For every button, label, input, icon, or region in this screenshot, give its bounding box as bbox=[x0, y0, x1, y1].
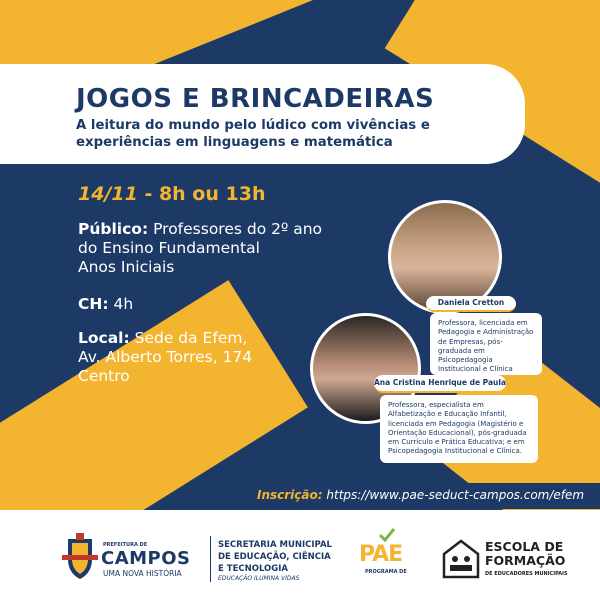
event-date: 14/11 bbox=[78, 183, 138, 205]
speaker-name: Ana Cristina Henrique de Paula bbox=[374, 375, 506, 393]
location-line3: Centro bbox=[78, 367, 130, 385]
audience-line3: Anos Iniciais bbox=[78, 258, 175, 276]
audience-info bbox=[78, 220, 322, 277]
school-icon bbox=[441, 538, 481, 580]
workload-label: CH: bbox=[78, 295, 109, 313]
event-date-time bbox=[78, 183, 265, 205]
secretaria-line3: E TECNOLOGIA bbox=[218, 564, 289, 574]
secretaria-logo bbox=[218, 539, 332, 575]
secretaria-line2: DE EDUCAÇÃO, CIÊNCIA bbox=[218, 552, 331, 562]
escola-logo bbox=[485, 540, 565, 568]
speaker-name: Daniela Cretton bbox=[426, 296, 516, 312]
speaker-bio: Professora, licenciada em Pedagogia e Administração de Empresas, pós-graduada em Psicopedagogia Institucional e Clínica bbox=[430, 313, 542, 375]
pae-subtitle: PROGRAMA DE bbox=[365, 569, 407, 575]
event-subtitle: A leitura do mundo pelo lúdico com vivências e experiências em linguagens e matemática bbox=[76, 118, 430, 150]
workload-value: 4h bbox=[108, 295, 134, 313]
audience-label: Público: bbox=[78, 220, 149, 238]
location-label: Local: bbox=[78, 329, 130, 347]
audience-line2: do Ensino Fundamental bbox=[78, 239, 260, 257]
registration-label: Inscrição: bbox=[257, 488, 323, 502]
event-title: JOGOS E BRINCADEIRAS bbox=[76, 84, 435, 114]
location-info bbox=[78, 329, 252, 386]
secretaria-line1: SECRETARIA MUNICIPAL bbox=[218, 540, 332, 550]
checkmark-icon bbox=[378, 527, 396, 543]
registration-link[interactable]: https://www.pae-seduct-campos.com/efem bbox=[326, 488, 585, 502]
secretaria-tagline: EDUCAÇÃO ILUMINA VIDAS bbox=[218, 575, 300, 582]
prefeitura-label: PREFEITURA DE bbox=[103, 542, 148, 548]
pae-logo: PAE bbox=[359, 542, 403, 567]
speaker-bio: Professora, especialista em Alfabetização e Educação Infantil, licenciada em Pedagogia (Magistério e Orientação Educacional), pós-graduada em Currículo e Prática Educativa; e em Psicopedagogia Institucional e Clínica. bbox=[380, 395, 538, 463]
audience-line1: Professores do 2º ano bbox=[148, 220, 323, 238]
campos-tagline: UMA NOVA HISTÓRIA bbox=[103, 569, 182, 578]
registration-info bbox=[257, 488, 584, 502]
location-line2: Av. Alberto Torres, 174 bbox=[78, 348, 253, 366]
location-line1: Sede da Efem, bbox=[129, 329, 248, 347]
escola-line2: FORMAÇÃO bbox=[485, 553, 566, 568]
escola-line1: ESCOLA DE bbox=[485, 539, 564, 554]
divider bbox=[210, 536, 211, 582]
escola-subtitle: DE EDUCADORES MUNICIPAIS bbox=[485, 571, 568, 577]
crest-icon bbox=[60, 533, 100, 581]
campos-logo-text: CAMPOS bbox=[101, 548, 191, 569]
event-time: - 8h ou 13h bbox=[137, 183, 266, 205]
workload-info bbox=[78, 295, 133, 314]
